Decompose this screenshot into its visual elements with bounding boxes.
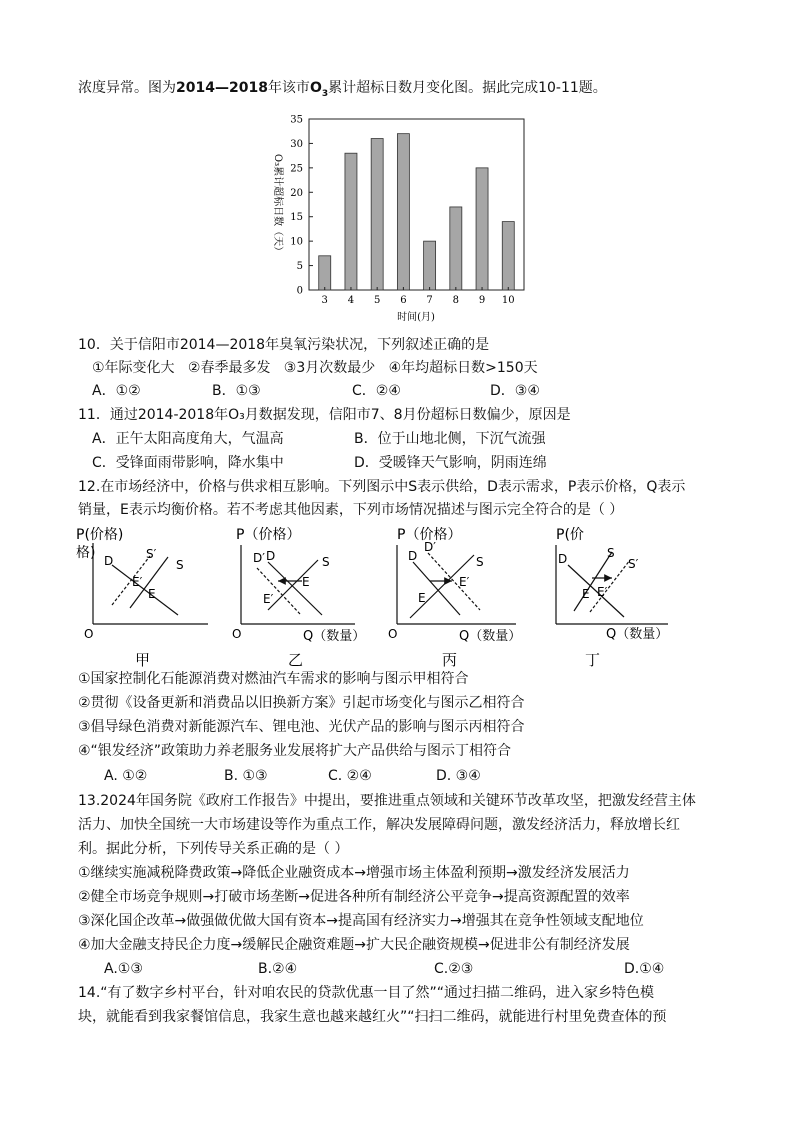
jia-supply-shifted-line (112, 556, 150, 605)
q10-option-b[interactable]: B．①③ (212, 383, 261, 399)
q12-option-c[interactable]: C. ②④ (328, 768, 372, 784)
jia-d-label: D (104, 554, 114, 568)
ding-s-prime-label: S′ (628, 557, 639, 571)
bar-month-3 (319, 256, 331, 290)
bing-d-label: D (408, 549, 418, 563)
o3-bar-chart (0, 0, 794, 350)
x-tick-label: 4 (347, 295, 355, 306)
x-axis-label: 时间(月) (397, 312, 435, 323)
q11-option-c[interactable]: C．受锋面雨带影响，降水集中 (92, 455, 284, 471)
q13-line-3: 利。据此分析，下列传导关系正确的是（ ） (78, 841, 349, 857)
bing-q-label: Q（数量） (459, 629, 522, 644)
x-tick-label: 9 (478, 295, 486, 306)
q10-items: ①年际变化大 ②春季最多发 ③3月次数最少 ④年均超标日数>150天 (92, 360, 538, 376)
bing-s-label: S (476, 555, 484, 569)
q13-options (104, 960, 664, 978)
bar-month-7 (424, 241, 436, 290)
q13-option-d[interactable]: D.①④ (624, 961, 665, 977)
q11-stem: 11．通过2014-2018年O₃月数据发现，信阳市7、8月份超标日数偏少，原因是 (78, 407, 571, 423)
q13-line-1: 13.2024年国务院《政府工作报告》中提出，要推进重点领域和关键环节改革攻坚，把激发经营主体 (78, 793, 696, 809)
yi-q-label: Q（数量） (303, 629, 366, 644)
q12-option-a[interactable]: A. ①② (104, 768, 148, 784)
yi-caption: 乙 (288, 651, 304, 669)
jia-e-prime-label: E′ (132, 575, 143, 589)
bar-month-10 (502, 222, 514, 290)
jia-s-prime-label: S′ (146, 547, 157, 561)
q14-line-2: 块，就能看到我家餐馆信息，我家生意也越来越红火”“扫扫二维码，就能进行村里免费查体的预 (78, 1009, 667, 1025)
diagram-jia (76, 526, 208, 669)
y-tick-label: 5 (296, 261, 303, 273)
bing-origin: O (388, 627, 398, 641)
yi-e-prime-label: E′ (263, 592, 274, 606)
q11-option-b[interactable]: B．位于山地北侧，下沉气流强 (354, 431, 546, 447)
q12-item-1: ①国家控制化石能源消费对燃油汽车需求的影响与图示甲相符合 (78, 671, 469, 687)
x-tick-label: 7 (426, 295, 433, 306)
jia-origin: O (84, 627, 94, 641)
q12-option-b[interactable]: B. ①③ (224, 768, 268, 784)
q10-option-d[interactable]: D．③④ (490, 383, 540, 399)
yi-demand-shifted-line (257, 568, 300, 614)
x-tick-label: 8 (452, 295, 460, 306)
q14-line-1: 14.“有了数字乡村平台，针对咱农民的贷款优惠一目了然”“通过扫描二维码，进入家乡特色模 (78, 985, 655, 1001)
diagram-ding (556, 527, 668, 669)
diagram-bing (388, 526, 521, 669)
bar-month-8 (450, 207, 462, 290)
ding-d-label: D (558, 552, 568, 566)
x-tick-label: 10 (501, 295, 515, 306)
q13-option-b[interactable]: B.②④ (258, 961, 298, 977)
jia-caption: 甲 (135, 651, 151, 669)
supply-demand-diagrams (0, 520, 794, 680)
y-tick-label: 25 (290, 163, 303, 175)
y-tick-label: 30 (290, 138, 303, 150)
ding-demand-line (568, 565, 624, 617)
jia-demand-line (112, 565, 178, 615)
yi-origin: O (232, 627, 242, 641)
x-tick-label: 6 (400, 295, 407, 306)
bar-month-4 (345, 153, 357, 290)
ding-caption: 丁 (585, 651, 601, 669)
q12-options (104, 767, 481, 785)
q13-item-4: ④加大金融支持民企力度→缓解民企融资难题→扩大民企融资规模→促进非公有制经济发展 (78, 937, 630, 953)
ding-e-prime-label: E′ (597, 585, 608, 599)
q13-item-2: ②健全市场竞争规则→打破市场垄断→促进各种所有制经济公平竞争→提高资源配置的效率 (78, 889, 630, 905)
yi-d-prime-label: D′ (253, 551, 265, 565)
yi-demand-line (268, 562, 322, 615)
y-tick-label: 0 (296, 285, 303, 297)
q12-option-d[interactable]: D. ③④ (436, 768, 481, 784)
q12-stem-1: 12.在市场经济中，价格与供求相互影响。下列图示中S表示供给，D表示需求，P表示价格，Q表示 (78, 479, 686, 495)
q13-item-3: ③深化国企改革→做强做优做大国有资本→提高国有经济实力→增强其在竞争性领域支配地位 (78, 913, 644, 929)
bing-p-label: P（价格） (397, 527, 462, 543)
intro-line: 浓度异常。图为2014—2018年该市$O_3$累计超标日数月变化图。据此完成10-11题。 (78, 80, 607, 99)
ding-p-label: P(价 (556, 527, 584, 543)
q11-options-row2 (92, 454, 547, 472)
jia-s-label: S (176, 558, 184, 572)
y-tick-label: 20 (290, 187, 303, 199)
jia-p-label: P(价格) (76, 527, 124, 543)
x-tick-label: 3 (321, 295, 328, 306)
plot-frame (309, 119, 524, 290)
bar-month-6 (397, 134, 409, 290)
q13-option-c[interactable]: C.②③ (434, 961, 474, 977)
bar-month-9 (476, 168, 488, 290)
x-tick-label: 5 (373, 295, 381, 306)
q10-option-c[interactable]: C．②④ (352, 383, 401, 399)
q11-option-a[interactable]: A．正午太阳高度角大，气温高 (92, 431, 284, 447)
y-tick-label: 15 (290, 212, 303, 224)
y-tick-label: 10 (290, 236, 303, 248)
bing-d-prime-label: D′ (424, 540, 436, 554)
bing-e-label: E (418, 591, 426, 605)
q11-option-d[interactable]: D．受暖锋天气影响，阴雨连绵 (354, 455, 547, 471)
q12-stem-2: 销量，E表示均衡价格。若不考虑其他因素，下列市场情况描述与图示完全符合的是（ ） (78, 502, 624, 518)
jia-e-label: E (148, 587, 156, 601)
bing-caption: 丙 (442, 651, 458, 669)
ding-q-label: Q（数量） (606, 627, 669, 642)
yi-p-label: P（价格） (236, 527, 301, 543)
q10-option-a[interactable]: A．①② (92, 383, 141, 399)
bing-e-prime-label: E′ (459, 575, 470, 589)
q13-item-1: ①继续实施减税降费政策→降低企业融资成本→增强市场主体盈利预期→激发经济发展活力 (78, 865, 630, 881)
q10-stem: 10．关于信阳市2014—2018年臭氧污染状况，下列叙述正确的是 (78, 337, 490, 353)
q11-options-row1 (92, 430, 546, 448)
yi-s-label: S (322, 555, 330, 569)
bar-month-5 (371, 139, 383, 290)
jia-p-label-2: 格) (76, 545, 96, 561)
ding-supply-line (574, 552, 612, 611)
q13-option-a[interactable]: A.①③ (104, 961, 143, 977)
q12-item-4: ④“银发经济”政策助力养老服务业发展将扩大产品供给与图示丁相符合 (78, 743, 512, 759)
q10-options (92, 382, 540, 400)
ding-s-label: S (607, 546, 615, 560)
y-axis-label: O₃累计超标日数（天） (272, 153, 283, 257)
diagram-yi (232, 526, 365, 669)
q13-line-2: 活力、加快全国统一大市场建设等作为重点工作，解决发展障碍问题，激发经济活力，释放增长红 (78, 817, 680, 833)
y-tick-label: 35 (290, 114, 303, 126)
yi-d-label: D (266, 549, 276, 563)
yi-e-label: E (302, 575, 310, 589)
yi-supply-line (268, 560, 318, 610)
bing-demand-line (413, 562, 460, 615)
ding-e-label: E (582, 587, 590, 601)
q12-item-3: ③倡导绿色消费对新能源汽车、锂电池、光伏产品的影响与图示丙相符合 (78, 719, 525, 735)
q12-item-2: ②贯彻《设备更新和消费品以旧换新方案》引起市场变化与图示乙相符合 (78, 695, 525, 711)
